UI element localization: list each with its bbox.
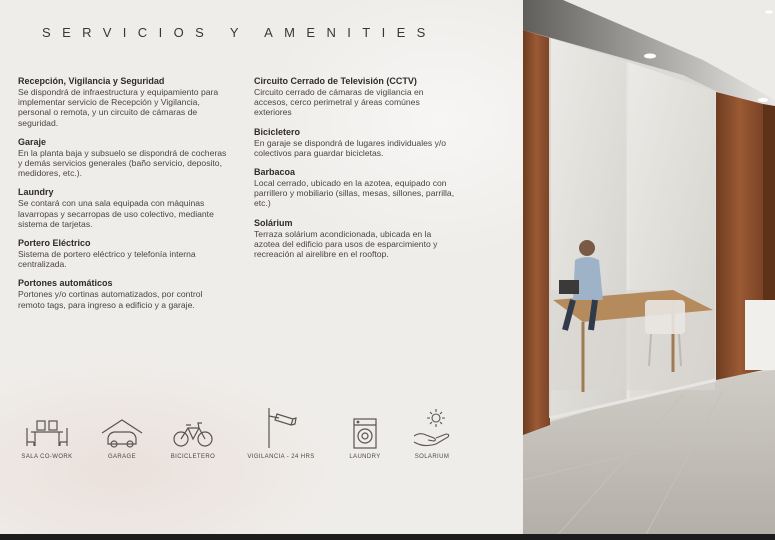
amenity-solarium	[394, 416, 470, 460]
security-camera-icon	[257, 406, 305, 450]
service-item-laundry	[18, 187, 230, 229]
service-item-garaje	[18, 137, 230, 179]
service-title: Portero Eléctrico	[18, 238, 91, 249]
amenity-garage	[84, 416, 160, 460]
service-title: Portones automáticos	[18, 278, 113, 289]
service-title: Recepción, Vigilancia y Seguridad	[18, 76, 165, 86]
service-item-recepcion	[18, 76, 230, 128]
amenity-label: GARAGE	[107, 454, 137, 460]
service-item-barbacoa	[254, 167, 459, 209]
service-description: Local cerrado, ubicado en la azotea, equipado con parrillero y mobiliario (sillas, mesas, sillones, parrilla, etc.)	[254, 178, 455, 209]
office-interior-illustration	[523, 0, 775, 540]
service-description: En garaje se dispondrá de lugares individuales y/o colectivos para guardar bicicletas.	[254, 137, 447, 158]
service-description: Circuito cerrado de cámaras de vigilancia en accesos, cerco perimetral y áreas comúnes exteriores	[254, 87, 424, 118]
service-title: Solárium	[254, 217, 293, 228]
service-description: Se contará con una sala equipada con máquinas lavarropas y secarropas de uso colectivo, mediante sistema de tarjetas.	[18, 198, 214, 229]
service-description: Terraza solárium acondicionada, ubicada en la azotea del edificio para usos de esparcimiento y recreación al airelibre en el rooftop.	[254, 228, 438, 260]
amenity-bicicletero	[155, 416, 231, 460]
service-item-solarium	[254, 218, 459, 260]
bottom-bar	[0, 534, 775, 540]
service-item-portones	[18, 278, 230, 309]
amenity-cowork	[9, 416, 85, 460]
service-item-bicicletero	[254, 127, 459, 158]
sun-hand-icon	[408, 406, 456, 450]
service-title: Laundry	[18, 187, 54, 198]
service-title: Garaje	[18, 136, 47, 147]
service-description: Portones y/o cortinas automatizados, por control remoto tags, para ingreso a edificio y a garaje.	[18, 289, 203, 310]
amenity-label: SALA CO-WORK	[21, 454, 73, 460]
service-title: Bicicletero	[254, 126, 301, 137]
amenity-laundry	[327, 416, 403, 460]
service-item-portero	[18, 238, 230, 269]
amenity-label: BICICLETERO	[170, 454, 216, 460]
services-column-right	[254, 76, 459, 268]
amenity-label: LAUNDRY	[349, 454, 381, 460]
car-garage-icon	[98, 416, 146, 450]
services-column-left	[18, 76, 230, 319]
amenity-vigilancia	[240, 416, 322, 460]
amenity-label: SOLARIUM	[414, 454, 450, 460]
service-description: En la planta baja y subsuelo se dispondrá de cocheras y demás servicios generales (baño servicio, deposito, medidores, etc.).	[18, 147, 227, 179]
office-photo	[523, 0, 775, 540]
amenity-label: VIGILANCIA - 24 HRS	[247, 454, 315, 460]
bicycle-icon	[169, 416, 217, 450]
service-description: Se dispondrá de infraestructura y equipamiento para implementar servicio de Recepción y Vigilancia, personal o remota, y un circuito de cámaras de seguridad.	[18, 87, 219, 128]
service-title: Barbacoa	[254, 167, 296, 178]
amenities-icon-row	[14, 416, 464, 476]
service-item-cctv	[254, 76, 459, 118]
service-title: Circuito Cerrado de Televisión (CCTV)	[254, 76, 417, 86]
cowork-desk-icon	[23, 416, 71, 450]
page-title: SERVICIOS Y AMENITIES	[42, 25, 437, 40]
service-description: Sistema de portero eléctrico y telefonía interna centralizada.	[18, 249, 196, 270]
washing-machine-icon	[341, 416, 389, 450]
